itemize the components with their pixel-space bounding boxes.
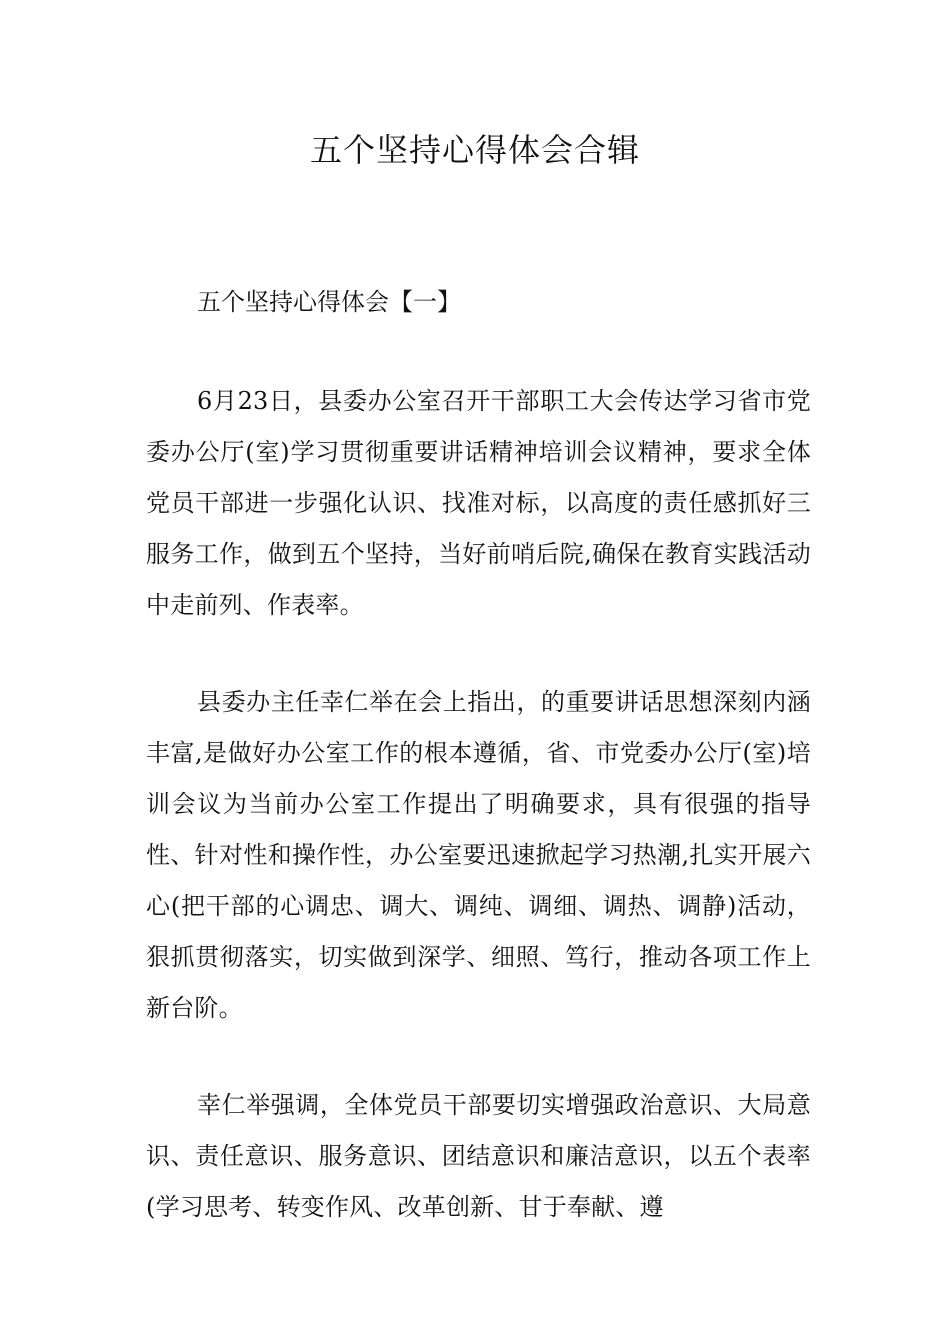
section-heading: 五个坚持心得体会【一】 xyxy=(197,288,461,316)
document-title: 五个坚持心得体会合辑 xyxy=(309,131,640,169)
body-paragraph-3: 幸仁举强调，全体党员干部要切实增强政治意识、大局意识、责任意识、服务意识、团结意识和廉洁意识，以五个表率(学习思考、转变作风、改革创新、甘于奉献、遵 xyxy=(146,1091,811,1221)
body-paragraph-1: 6月23日，县委办公室召开干部职工大会传达学习省市党委办公厅(室)学习贯彻重要讲话精神培训会议精神，要求全体党员干部进一步强化认识、找准对标，以高度的责任感抓好三服务工作，做到五个坚持，当好前哨后院,确保在教育实践活动中走前列、作表率。 xyxy=(146,387,811,619)
body-paragraph-2: 县委办主任幸仁举在会上指出，的重要讲话思想深刻内涵丰富,是做好办公室工作的根本遵循，省、市党委办公厅(室)培训会议为当前办公室工作提出了明确要求，具有很强的指导性、针对性和操作性，办公室要迅速掀起学习热潮,扎实开展六心(把干部的心调忠、调大、调纯、调细、调热、调静)活动，狠抓贯彻落实，切实做到深学、细照、笃行，推动各项工作上新台阶。 xyxy=(146,688,811,1022)
